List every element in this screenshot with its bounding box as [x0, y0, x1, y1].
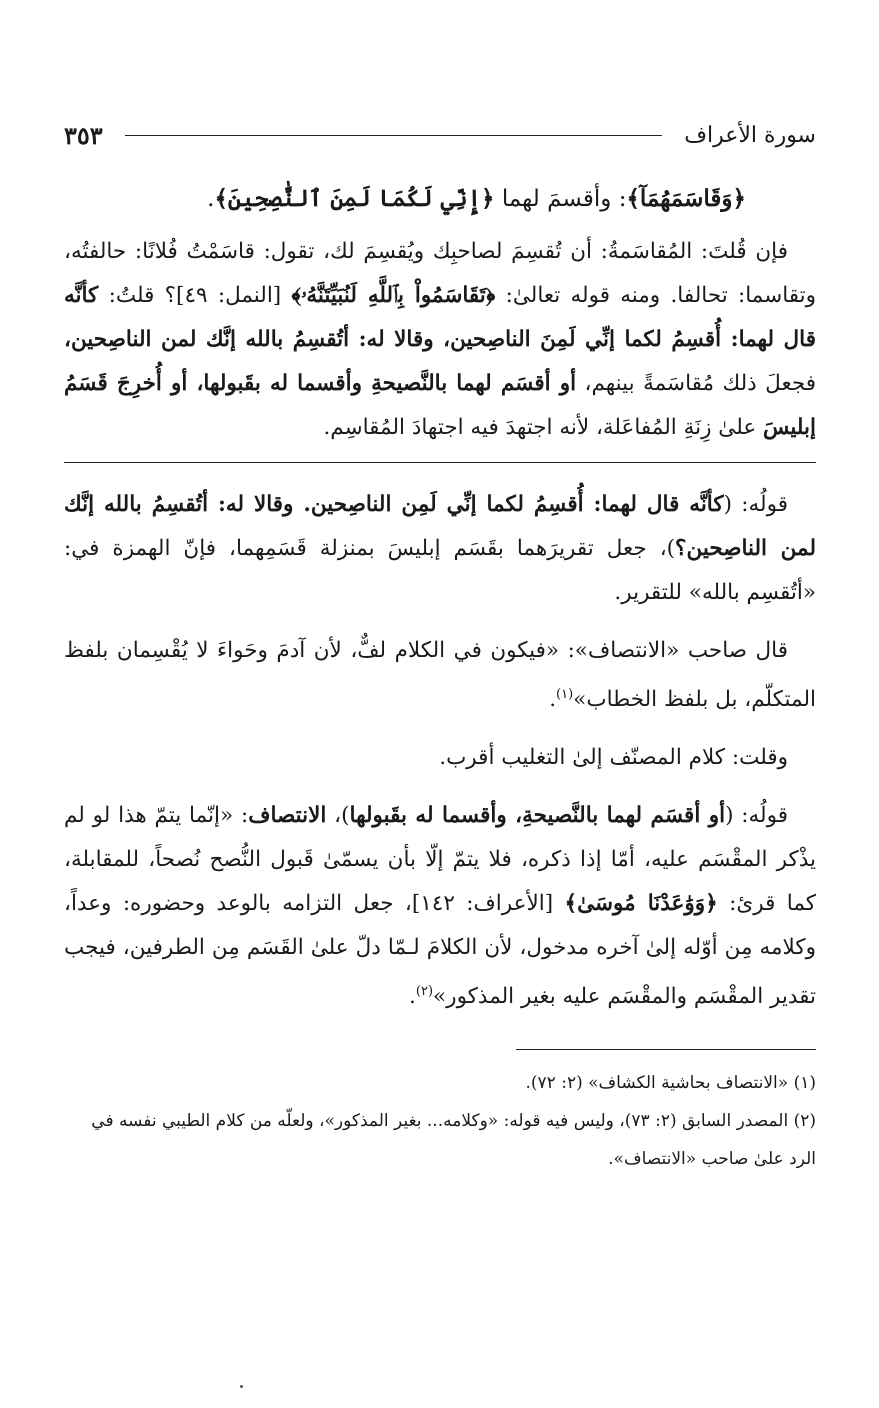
bold-run: أو أقسَم لهما بالنَّصيحةِ وأقسما له بقَبولها، أو أُخرِجَ قَسَمُ إبليسَ	[64, 371, 816, 440]
page-header	[64, 110, 816, 160]
footnote-rule	[516, 1049, 816, 1050]
commentary-paragraph	[64, 483, 816, 615]
footnote-marker[interactable]: (١)	[556, 687, 574, 702]
commentary-paragraph	[64, 794, 816, 1019]
text-run: فإن قُلتَ: المُقاسَمةُ: أن تُقسِمَ لصاحبِك ويُقسِمَ لك، تقول: قاسَمْتُ فُلانًا: حالفتُه، وتقاسما: تحالفا. ومنه قوله تعالىٰ:	[64, 239, 816, 308]
text-run: علىٰ زِنَةِ المُفاعَلة، لأنه اجتهدَ فيه اجتهادَ المُقاسِم.	[323, 415, 764, 440]
header-rule	[125, 135, 663, 136]
footnote-1: (١) «الانتصاف بحاشية الكشاف» (٢: ٧٢).	[525, 1073, 816, 1094]
quran-quote: ﴿وَقَاسَمَهُمَآ﴾	[626, 185, 746, 212]
bold-run: كأنَّه قال لهما: أُقسِمُ لكما إنِّي لَمِن الناصِحين. وقالا له: أتُقسِمُ بالله إنَّك لمن الناصِحين؟	[64, 492, 817, 561]
text-run: قال صاحب «الانتصاف»: «فيكون في الكلام لفٌّ، لأن آدمَ وحَواءَ لا يُقْسِمان بلفظ المتكلّم، بل بلفظ الخطاب»	[64, 638, 816, 713]
bold-run: كأنَّه قال لهما: أُقسِمُ لكما إنِّي لَمِنَ الناصِحين، وقالا له: أتُقسِمُ بالله إنَّك لمن الناصِحين،	[64, 283, 816, 352]
text-run: : «إنّما يتمّ هذا لو لم يذْكر المقْسَم عليه، أمّا إذا ذكره، فلا يتمّ إلّا بأن يسمّىٰ قَبول النُّصح نُصحاً، للمقابلة، كما قرئ:	[64, 803, 816, 917]
main-paragraph	[64, 230, 816, 450]
verse-end: .	[207, 186, 215, 212]
bold-run: الانتصاف	[248, 803, 327, 829]
bold-run: أو أقسَم لهما بالنَّصيحةِ، وأقسما له بقَبولها	[349, 803, 726, 829]
page-speck	[240, 1385, 243, 1388]
text-run: فجعلَ ذلك مُقاسَمةً بينهم،	[576, 371, 816, 396]
text-run: قولُه: (	[723, 492, 788, 517]
quran-quote: ﴿وَوَٰعَدْنَا مُوسَىٰ﴾	[564, 891, 718, 917]
text-run: قولُه: (	[725, 803, 788, 829]
text-run: [النمل: ٤٩]؟ قلتُ:	[98, 283, 292, 308]
book-page	[64, 110, 816, 1178]
text-run: [الأعراف: ١٤٢]، جعل التزامه بالوعد وحضوره: وعداً، وكلامه مِن أوّله إلىٰ آخره مدخول، لأن الكلامَ لـمّا دلّ علىٰ القَسَم مِن الطرفين، فيجب تقدير المقْسَم والمقْسَم عليه بغير المذكور»	[64, 891, 816, 1010]
footnote-marker[interactable]: (٢)	[415, 984, 434, 1000]
page-number: ٣٥٣	[64, 120, 103, 150]
commentary-paragraph	[64, 736, 816, 780]
text-run: وقلت: كلام المصنّف إلىٰ التغليب أقرب.	[439, 745, 788, 771]
verse-heading	[64, 176, 816, 222]
commentary	[64, 483, 816, 1019]
quran-quote: ﴿إِنِّي لَكُمَا لَمِنَ ٱلنَّٰصِحِينَ﴾	[214, 185, 495, 212]
text-run: .	[549, 687, 557, 713]
section-divider	[64, 462, 816, 463]
footnote-2: (٢) المصدر السابق (٢: ٧٣)، وليس فيه قوله: «وكلامه... بغير المذكور»، ولعلّه من كلام الطيبي نفسه في الرد علىٰ صاحب «الانتصاف».	[91, 1111, 816, 1170]
footnotes	[64, 1064, 816, 1178]
text-run: .	[409, 984, 416, 1010]
commentary-paragraph	[64, 629, 816, 722]
running-title: سورة الأعراف	[684, 122, 816, 148]
quran-quote: ﴿تَقَاسَمُواْ بِٱللَّهِ لَنُبَيِّتَنَّهُۥ﴾	[291, 283, 496, 308]
text-run: )، جعل تقريرَهما بقَسَم إبليسَ بمنزلة قَسَمِهما، فإنّ الهمزة في: «أتُقسِم بالله» للتقرير.	[64, 536, 816, 605]
text-run: )،	[326, 803, 350, 829]
main-text	[64, 230, 816, 450]
verse-text: : وأقسمَ لهما	[494, 186, 627, 212]
